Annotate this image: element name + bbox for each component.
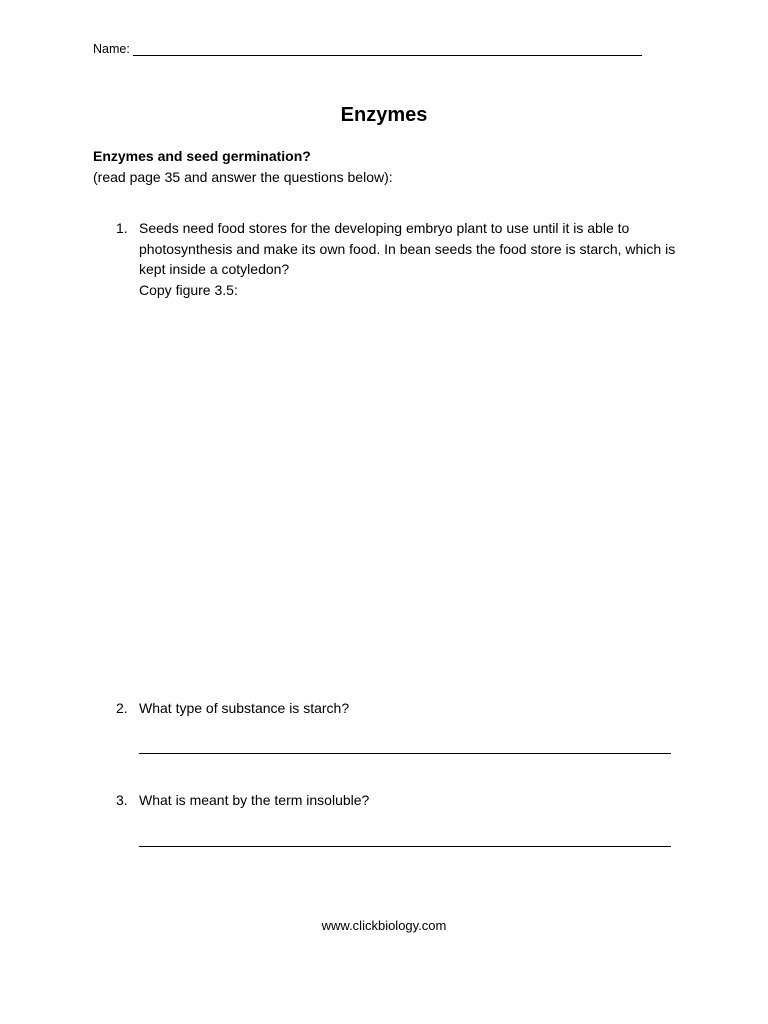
name-write-line <box>133 42 642 56</box>
answer-line-3 <box>139 846 671 847</box>
question-text: Seeds need food stores for the developing embryo plant to use until it is able to photosynthesis and make its own food. In bean seeds the food store is starch, which is kept inside a cotyledon? <box>139 220 676 277</box>
page-title: Enzymes <box>340 104 428 126</box>
question-text: What type of substance is starch? <box>139 700 350 716</box>
question-number: 3. <box>116 792 128 808</box>
question-2 <box>116 698 676 719</box>
question-1 <box>116 218 676 300</box>
name-label: Name: <box>93 42 130 56</box>
footer-website: www.clickbiology.com <box>321 918 447 933</box>
question-extra-instruction: Copy figure 3.5: <box>139 281 238 298</box>
question-3 <box>116 790 676 811</box>
section-instruction: (read page 35 and answer the questions below): <box>93 169 393 185</box>
section-heading: Enzymes and seed germination? <box>93 148 311 164</box>
question-body <box>139 218 676 300</box>
name-field <box>93 42 642 56</box>
question-number: 1. <box>116 220 128 236</box>
question-number: 2. <box>116 700 128 716</box>
answer-line-2 <box>139 753 671 754</box>
question-text: What is meant by the term insoluble? <box>139 792 370 808</box>
